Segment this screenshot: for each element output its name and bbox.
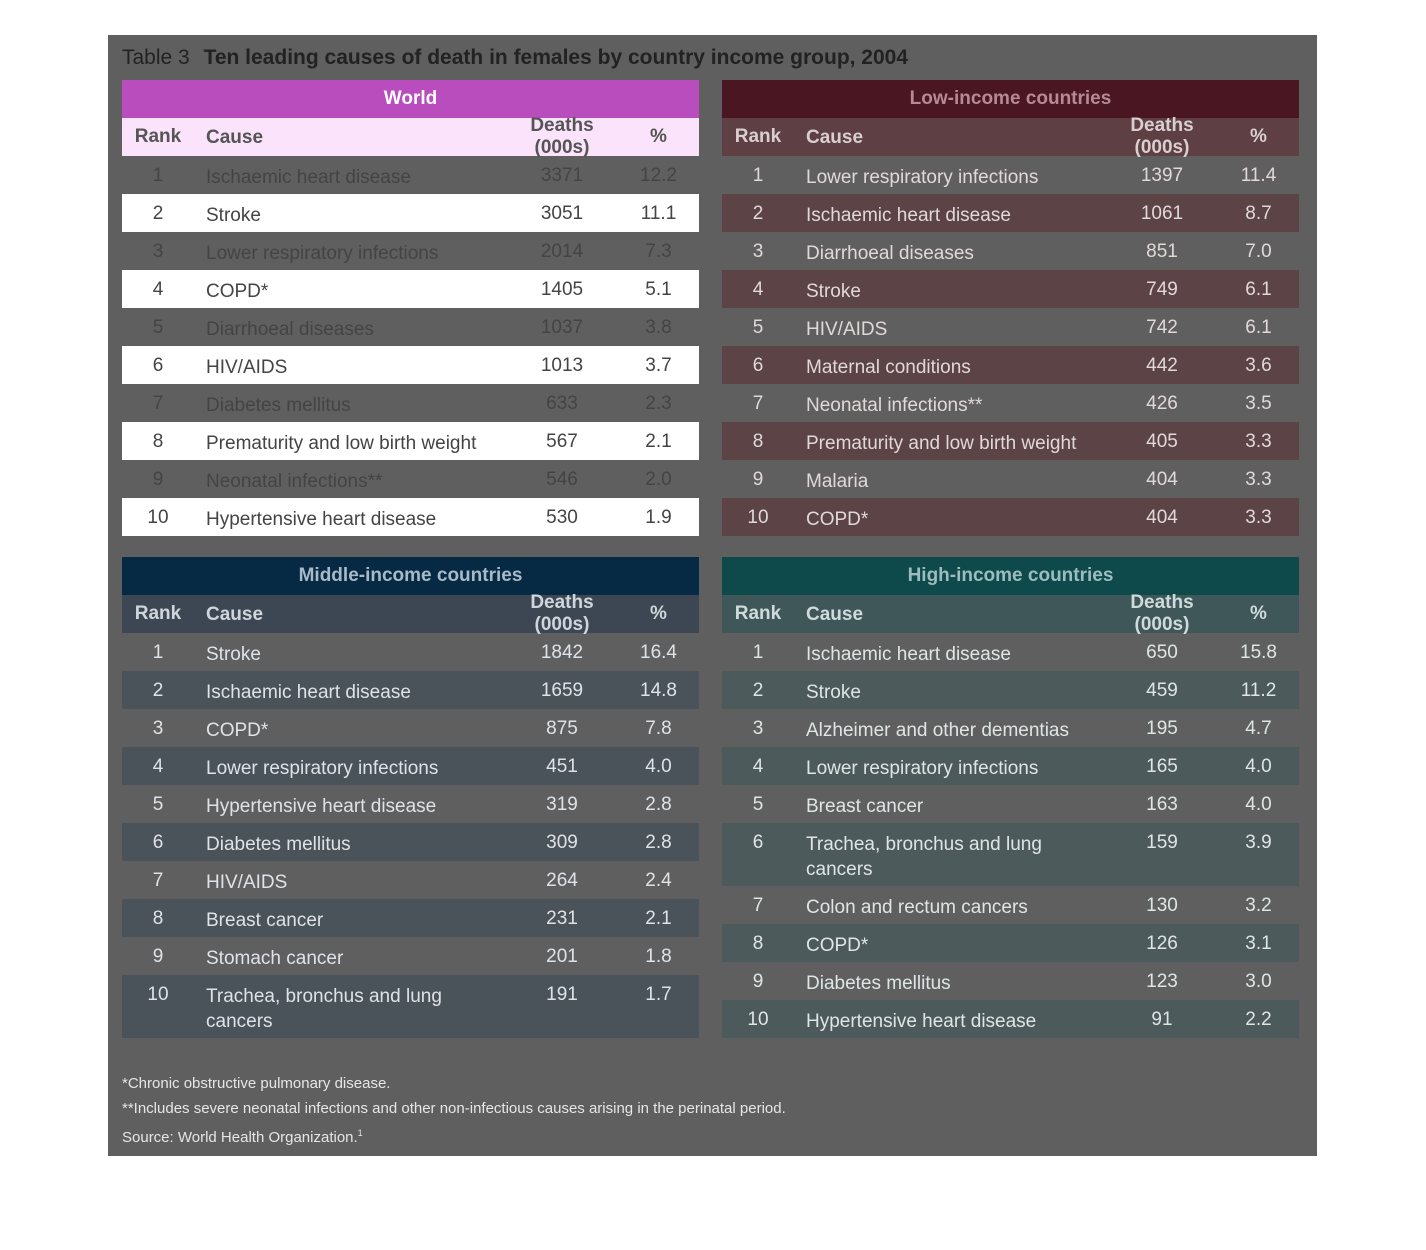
cause-cell: HIV/AIDS [206,872,288,893]
cause-cell: Lower respiratory infections [806,758,1039,779]
deaths-cell: 1013 [540,355,584,376]
rank-cell: 10 [747,507,769,528]
deaths-cell: 404 [1146,507,1178,528]
rank-cell: 9 [152,946,164,967]
table-row [122,270,699,308]
rank-cell: 4 [152,756,164,777]
table-row [122,785,699,823]
column-header-row [722,592,1299,635]
rank-cell: 10 [147,984,169,1005]
cause-cell: Colon and rectum cancers [806,897,1028,918]
percent-cell: 15.8 [1240,642,1277,663]
table-row [122,232,699,270]
percent-cell: 2.8 [645,794,672,815]
percent-cell: 11.1 [640,203,677,224]
deaths-cell: 426 [1146,393,1178,414]
rank-cell: 7 [152,393,164,414]
table-row [122,975,699,1038]
table-row [122,709,699,747]
percent-cell: 16.4 [640,642,677,663]
percent-cell: 3.2 [1245,895,1272,916]
deaths-cell: 2014 [540,241,584,262]
percent-cell: 2.2 [1245,1009,1272,1030]
column-header-cause: Cause [206,126,264,148]
table-row [122,194,699,232]
footnote-copd: *Chronic obstructive pulmonary disease. [122,1075,391,1092]
percent-cell: 6.1 [1245,317,1272,338]
deaths-cell: 530 [546,507,578,528]
table-body [722,633,1299,1038]
table-row [722,1000,1299,1038]
table-row [122,308,699,346]
rank-cell: 7 [752,895,764,916]
column-header-rank: Rank [734,603,782,624]
deaths-cell: 1397 [1140,165,1184,186]
panel-low-income [722,80,1299,536]
cause-cell: Alzheimer and other dementias [806,720,1069,741]
rank-cell: 6 [152,355,164,376]
cause-cell: Hypertensive heart disease [206,796,437,817]
column-header-rank: Rank [134,603,182,624]
cause-cell: COPD* [206,720,269,741]
column-header-percent: % [1250,126,1267,147]
percent-cell: 1.7 [645,984,672,1005]
cause-cell: Stomach cancer [206,948,344,969]
cause-cell: Prematurity and low birth weight [806,433,1077,454]
percent-cell: 7.0 [1245,241,1272,262]
table-row [722,156,1299,194]
cause-cell: Stroke [806,682,861,703]
table-row [122,384,699,422]
cause-cell: Trachea, bronchus and lung cancers [806,834,1042,880]
panel-title: Low-income countries [722,80,1299,118]
deaths-cell: 404 [1146,469,1178,490]
cause-cell: Prematurity and low birth weight [206,433,477,454]
deaths-cell: 264 [546,870,578,891]
table-row [722,886,1299,924]
percent-cell: 3.8 [645,317,672,338]
table-row [122,937,699,975]
table-row [722,962,1299,1000]
percent-cell: 4.7 [1245,718,1272,739]
percent-cell: 4.0 [645,756,672,777]
table-row [122,861,699,899]
deaths-cell: 3371 [540,165,584,186]
percent-cell: 2.4 [645,870,672,891]
deaths-cell: 749 [1146,279,1178,300]
cause-cell: Stroke [206,205,261,226]
table-row [122,671,699,709]
column-header-row [122,115,699,158]
deaths-cell: 191 [546,984,578,1005]
cause-cell: Diabetes mellitus [206,395,351,416]
deaths-cell: 1405 [540,279,584,300]
rank-cell: 6 [152,832,164,853]
cause-cell: Stroke [806,281,861,302]
table-row [722,346,1299,384]
percent-cell: 2.0 [645,469,672,490]
deaths-cell: 851 [1146,241,1178,262]
percent-cell: 2.8 [645,832,672,853]
rank-cell: 9 [752,469,764,490]
cause-cell: COPD* [206,281,269,302]
rank-cell: 3 [152,718,164,739]
rank-cell: 6 [752,355,764,376]
table-row [722,709,1299,747]
column-header-row [122,592,699,635]
rank-cell: 1 [752,642,764,663]
percent-cell: 2.1 [645,908,672,929]
deaths-cell: 546 [546,469,578,490]
deaths-cell: 405 [1146,431,1178,452]
cause-cell: Hypertensive heart disease [806,1011,1037,1032]
table-row [122,346,699,384]
deaths-cell: 309 [546,832,578,853]
cause-cell: Malaria [806,471,869,492]
percent-cell: 3.7 [645,355,672,376]
table-title [122,46,908,70]
cause-cell: Breast cancer [206,910,324,931]
cause-cell: HIV/AIDS [206,357,288,378]
percent-cell: 3.3 [1245,507,1272,528]
rank-cell: 2 [152,203,164,224]
cause-cell: Neonatal infections** [206,471,383,492]
deaths-cell: 91 [1151,1009,1173,1030]
percent-cell: 3.6 [1245,355,1272,376]
table-row [722,747,1299,785]
deaths-cell: 1659 [540,680,584,701]
table-row [122,460,699,498]
cause-cell: Breast cancer [806,796,924,817]
rank-cell: 4 [152,279,164,300]
rank-cell: 8 [752,431,764,452]
cause-cell: Ischaemic heart disease [206,167,411,188]
rank-cell: 10 [747,1009,769,1030]
rank-cell: 9 [152,469,164,490]
cause-cell: Ischaemic heart disease [806,644,1011,665]
deaths-cell: 201 [546,946,578,967]
deaths-cell: 650 [1146,642,1178,663]
column-header-cause: Cause [206,603,264,625]
footnotes [122,1071,786,1150]
column-header-percent: % [1250,603,1267,624]
table-row [722,308,1299,346]
table-body [722,156,1299,536]
percent-cell: 14.8 [640,680,677,701]
table-row [122,747,699,785]
percent-cell: 3.3 [1245,431,1272,452]
deaths-cell: 163 [1146,794,1178,815]
deaths-cell: 319 [546,794,578,815]
cause-cell: Ischaemic heart disease [206,682,411,703]
deaths-cell: 123 [1146,971,1178,992]
table-row [722,785,1299,823]
table-row [122,422,699,460]
percent-cell: 2.1 [645,431,672,452]
table-label: Table 3 [122,46,190,69]
percent-cell: 4.0 [1245,756,1272,777]
rank-cell: 4 [752,279,764,300]
deaths-cell: 1037 [540,317,584,338]
table-row [722,924,1299,962]
rank-cell: 8 [152,908,164,929]
table-row [722,460,1299,498]
cause-cell: COPD* [806,935,869,956]
deaths-cell: 459 [1146,680,1178,701]
percent-cell: 1.8 [645,946,672,967]
percent-cell: 3.9 [1245,832,1272,853]
column-header-deaths: Deaths (000s) [1130,592,1194,635]
panel-title: High-income countries [722,557,1299,595]
source-text: Source: World Health Organization. [122,1129,358,1146]
rank-cell: 5 [152,794,164,815]
cause-cell: Ischaemic heart disease [806,205,1011,226]
cause-cell: Diarrhoeal diseases [806,243,974,264]
table-row [722,633,1299,671]
cause-cell: Lower respiratory infections [806,167,1039,188]
column-header-deaths: Deaths (000s) [530,115,594,158]
rank-cell: 9 [752,971,764,992]
percent-cell: 1.9 [645,507,672,528]
cause-cell: Lower respiratory infections [206,758,439,779]
table-row [722,823,1299,886]
table-row [122,498,699,536]
percent-cell: 7.8 [645,718,672,739]
table-row [722,498,1299,536]
table-row [722,384,1299,422]
rank-cell: 7 [752,393,764,414]
table-row [122,633,699,671]
deaths-cell: 633 [546,393,578,414]
footnote-neonatal: **Includes severe neonatal infections and other non-infectious causes arising in the perinatal period. [122,1100,786,1117]
table-row [722,422,1299,460]
footnote-source [122,1121,786,1150]
table-title-text: Ten leading causes of death in females by country income group, 2004 [203,46,909,69]
column-header-row [722,115,1299,158]
rank-cell: 3 [752,241,764,262]
cause-cell: Lower respiratory infections [206,243,439,264]
column-header-rank: Rank [134,126,182,147]
deaths-cell: 442 [1146,355,1178,376]
table-row [122,823,699,861]
deaths-cell: 875 [546,718,578,739]
panel-world [122,80,699,536]
cause-cell: Diabetes mellitus [206,834,351,855]
panel-title: Middle-income countries [122,557,699,595]
deaths-cell: 126 [1146,933,1178,954]
rank-cell: 5 [152,317,164,338]
deaths-cell: 567 [546,431,578,452]
percent-cell: 4.0 [1245,794,1272,815]
cause-cell: Trachea, bronchus and lung cancers [206,986,442,1032]
percent-cell: 7.3 [645,241,672,262]
cause-cell: Diarrhoeal diseases [206,319,374,340]
deaths-cell: 231 [546,908,578,929]
rank-cell: 6 [752,832,764,853]
rank-cell: 5 [752,317,764,338]
cause-cell: Maternal conditions [806,357,971,378]
cause-cell: Hypertensive heart disease [206,509,437,530]
deaths-cell: 1842 [540,642,584,663]
rank-cell: 2 [752,203,764,224]
percent-cell: 2.3 [645,393,672,414]
table-row [122,899,699,937]
panel-title: World [122,80,699,118]
rank-cell: 1 [152,165,164,186]
percent-cell: 3.0 [1245,971,1272,992]
cause-cell: Stroke [206,644,261,665]
cause-cell: Diabetes mellitus [806,973,951,994]
rank-cell: 3 [752,718,764,739]
table-row [722,232,1299,270]
percent-cell: 11.2 [1240,680,1277,701]
rank-cell: 5 [752,794,764,815]
rank-cell: 10 [147,507,169,528]
rank-cell: 3 [152,241,164,262]
deaths-cell: 165 [1146,756,1178,777]
percent-cell: 11.4 [1240,165,1277,186]
column-header-cause: Cause [806,126,864,148]
panel-high-income [722,557,1299,1038]
cause-cell: HIV/AIDS [806,319,888,340]
panel-middle-income [122,557,699,1038]
rank-cell: 1 [152,642,164,663]
rank-cell: 8 [152,431,164,452]
column-header-cause: Cause [806,603,864,625]
cause-cell: COPD* [806,509,869,530]
column-header-percent: % [650,603,667,624]
deaths-cell: 130 [1146,895,1178,916]
percent-cell: 3.5 [1245,393,1272,414]
cause-cell: Neonatal infections** [806,395,983,416]
deaths-cell: 1061 [1140,203,1184,224]
table-row [722,270,1299,308]
column-header-deaths: Deaths (000s) [1130,115,1194,158]
rank-cell: 1 [752,165,764,186]
rank-cell: 4 [752,756,764,777]
rank-cell: 7 [152,870,164,891]
rank-cell: 2 [152,680,164,701]
column-header-percent: % [650,126,667,147]
percent-cell: 3.3 [1245,469,1272,490]
deaths-cell: 742 [1146,317,1178,338]
table-body [122,156,699,536]
percent-cell: 12.2 [640,165,677,186]
deaths-cell: 159 [1146,832,1178,853]
table-row [722,194,1299,232]
percent-cell: 5.1 [645,279,672,300]
percent-cell: 3.1 [1245,933,1272,954]
table-row [722,671,1299,709]
deaths-cell: 451 [546,756,578,777]
table-body [122,633,699,1038]
column-header-deaths: Deaths (000s) [530,592,594,635]
rank-cell: 2 [752,680,764,701]
source-reference: 1 [357,1128,363,1138]
deaths-cell: 3051 [540,203,584,224]
percent-cell: 8.7 [1245,203,1272,224]
percent-cell: 6.1 [1245,279,1272,300]
rank-cell: 8 [752,933,764,954]
deaths-cell: 195 [1146,718,1178,739]
column-header-rank: Rank [734,126,782,147]
table-row [122,156,699,194]
